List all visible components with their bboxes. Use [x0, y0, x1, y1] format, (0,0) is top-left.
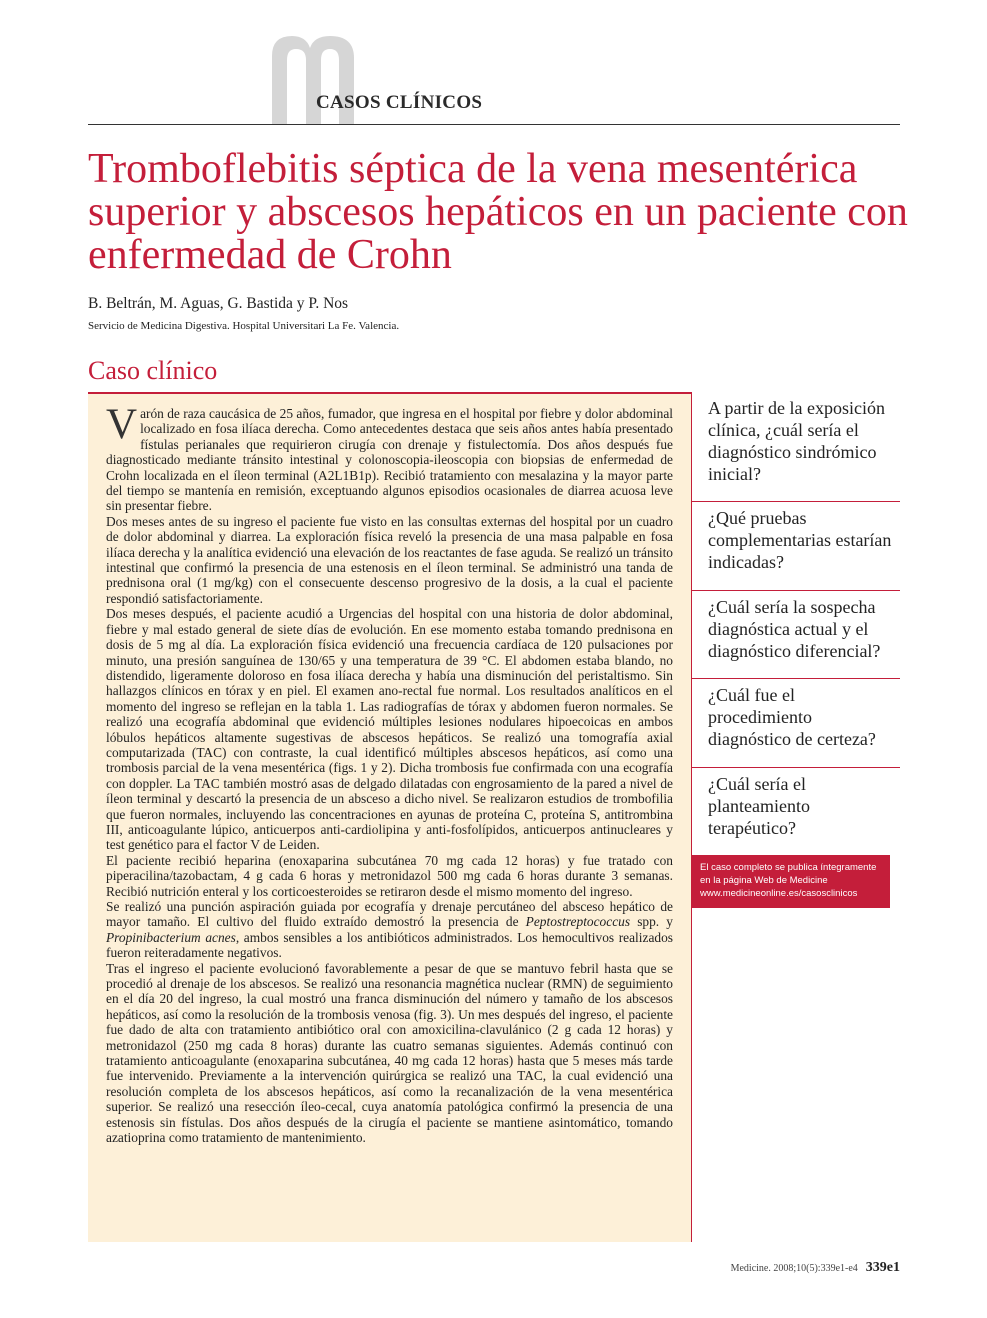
case-paragraph-3: Dos meses después, el paciente acudió a Urgencias del hospital con una historia de dolor abdominal, fiebre y mal estado general de siete días de evolución. En ese momento estaba tomando prednisona en dosis de 5 mg al día. La exploración física evidenció una frecuencia cardíaca de 120 pulsaciones por minuto, una presión sanguínea de 130/65 y una temperatura de 39 °C. El abdomen estaba blando, no distendido, ligeramente doloroso en fosa ilíaca derecha y había una disminución del peristaltismo. Sin hallazgos clínicos en tórax y en piel. El examen ano-rectal fue normal. Los resultados analíticos en el momento del ingreso se reflejan en la tabla 1. Las radiografías de tórax y abdomen fueron normales. Se realizó una ecografía abdominal que evidenció múltiples lesiones nodulares hipoecoicas en ambos lóbulos hepáticos altamente sugestivas de abscesos hepáticos. Se realizó una tomografía axial computarizada (TAC) con contraste, la cual identificó múltiples abscesos hepáticos, así como una trombosis parcial de la vena mesentérica (figs. 1 y 2). Dicha trombosis fue confirmada con una ecografía con doppler. La TAC también mostró asas de delgado dilatadas con engrosamiento de la pared a nivel de íleon terminal y descartó la presencia de un absceso a dicho nivel. Se realizaron estudios de trombofilia que fueron normales, incluyendo las concentraciones en ayunas de proteína C, proteína S, antitrombina III, anticoagulante lúpico, anticuerpos anti-cardiolipina y anti-fosfolípidos, anticuerpos antinucleares y test genético para el factor V de Leiden.	[106, 606, 673, 853]
case-paragraph-1	[106, 401, 673, 514]
case-paragraph-5-part-b: spp. y	[630, 914, 673, 930]
question-text: ¿Cuál sería la sospecha diagnóstica actual y el diagnóstico diferencial?	[708, 597, 881, 661]
question-text: ¿Cuál fue el procedimiento diagnóstico de certeza?	[708, 685, 876, 749]
case-paragraph-1-text: arón de raza caucásica de 25 años, fumador, que ingresa en el hospital por fiebre y dolor abdominal localizado en fosa ilíaca derecha. Como antecedentes destaca que seis años antes había presentado fístulas perianales que requirieron cirugía con drenaje y fistulectomía. Dos años después fue diagnosticado mediante tránsito intestinal y colonoscopia-ileoscopia con biopsias de enfermedad de Crohn localizada en el íleon terminal (A2L1B1p). Recibió tratamiento con mesalazina y la mayor parte del tiempo se mantenía en remisión, exceptuando algunos episodios ocasionales de diarrea acuosa leve sin presentar fiebre.	[106, 406, 673, 514]
article-title: Tromboflebitis séptica de la vena mesentérica superior y abscesos hepáticos en un paciente con enfermedad de Crohn	[88, 146, 908, 278]
case-paragraph-4: El paciente recibió heparina (enoxaparina subcutánea 70 mg cada 12 horas) y fue tratado con piperacilina/tazobactam, 4 g cada 6 horas y metronidazol 500 mg cada 6 horas durante 3 semanas. Recibió nutrición enteral y los corticoesteroides se retiraron desde el mismo momento del ingreso.	[106, 852, 673, 899]
online-note-box	[692, 855, 890, 908]
question-item	[692, 392, 900, 502]
question-text: A partir de la exposición clínica, ¿cuál sería el diagnóstico sindrómico inicial?	[708, 398, 885, 484]
article-authors: B. Beltrán, M. Aguas, G. Bastida y P. Nos	[88, 295, 349, 312]
case-paragraph-5-part-a: Se realizó una punción aspiración guiada por ecografía y drenaje percutáneo del absceso hepático de mayor tamaño. El cultivo del fluido extraído demostró la presencia de	[106, 899, 673, 930]
question-item	[692, 679, 900, 768]
question-text: ¿Qué pruebas complementarias estarían indicadas?	[708, 508, 892, 572]
case-paragraph-6: Tras el ingreso el paciente evolucionó favorablemente a pesar de que se mantuvo febril hasta que se procedió al drenaje de los abscesos. Se realizó una resonancia magnética nuclear (RMN) de seguimiento en el día 20 del ingreso, la cual mostró una franca disminución del número y tamaño de los abscesos hepáticos, así como la resolución de la trombosis venosa (fig. 3). Un mes después del ingreso, el paciente fue dado de alta con tratamiento antibiótico oral con amoxicilina-clavulánico (2 g cada 12 horas) y metronidazol (250 mg cada 8 horas) durante las cuatro semanas siguientes. Además continuó con tratamiento anticoagulante (enoxaparina subcutánea, 40 mg cada 12 horas) hasta que 5 meses más tarde fue intervenido. Previamente a la intervención quirúrgica se realizó una TAC, la cual evidenció una resolución completa de los abscesos hepáticos, así como la recanalización de la vena mesentérica superior. Se realizó una resección íleo-cecal, cuya anatomía patológica confirmó la presencia de una estenosis sin fístulas. Dos años después de la cirugía el paciente se mantiene asintomático, tomando azatioprina como tratamiento de mantenimiento.	[106, 960, 673, 1146]
article-affiliation: Servicio de Medicina Digestiva. Hospital Universitari La Fe. Valencia.	[88, 320, 400, 332]
header-rule	[88, 124, 900, 125]
question-item	[692, 768, 900, 848]
case-heading: Caso clínico	[88, 356, 218, 385]
section-label: CASOS CLÍNICOS	[316, 92, 483, 113]
question-text: ¿Cuál sería el planteamiento terapéutico?	[708, 774, 810, 838]
page-footer	[600, 1258, 900, 1276]
case-paragraph-5-part-c: , ambos sensibles a los antibióticos administrados. Los hemocultivos realizados fueron reiteradamente negativos.	[106, 929, 673, 961]
question-item	[692, 502, 900, 591]
organism-name-1: Peptostreptococcus	[525, 914, 631, 930]
note-url[interactable]: www.medicineonline.es/casosclinicos	[700, 888, 858, 899]
page-number: 339e1	[865, 1260, 900, 1275]
citation: Medicine. 2008;10(5):339e1-e4	[730, 1263, 858, 1274]
question-item	[692, 591, 900, 679]
note-line: en la página Web de Medicine	[700, 875, 828, 886]
drop-cap: V	[106, 401, 138, 448]
questions-panel	[692, 392, 900, 848]
organism-name-2: Propinibacterium acnes	[106, 929, 236, 945]
case-paragraph-5	[106, 899, 673, 961]
note-line: El caso completo se publica íntegramente	[700, 862, 877, 873]
case-paragraph-2: Dos meses antes de su ingreso el paciente fue visto en las consultas externas del hospital por un cuadro de dolor abdominal y diarrea. La exploración física reveló la presencia de una masa palpable en fosa ilíaca derecha y la analítica evidenció una elevación de los reactantes de fase aguda. Se realizó un tránsito intestinal que confirmó la presencia de una estenosis en el íleon terminal. Se administró una tanda de prednisona oral (1 mg/kg) con el consecuente descenso progresivo de la dosis, a la cual el paciente respondió satisfactoriamente.	[106, 513, 673, 606]
case-text-box	[88, 392, 692, 1242]
